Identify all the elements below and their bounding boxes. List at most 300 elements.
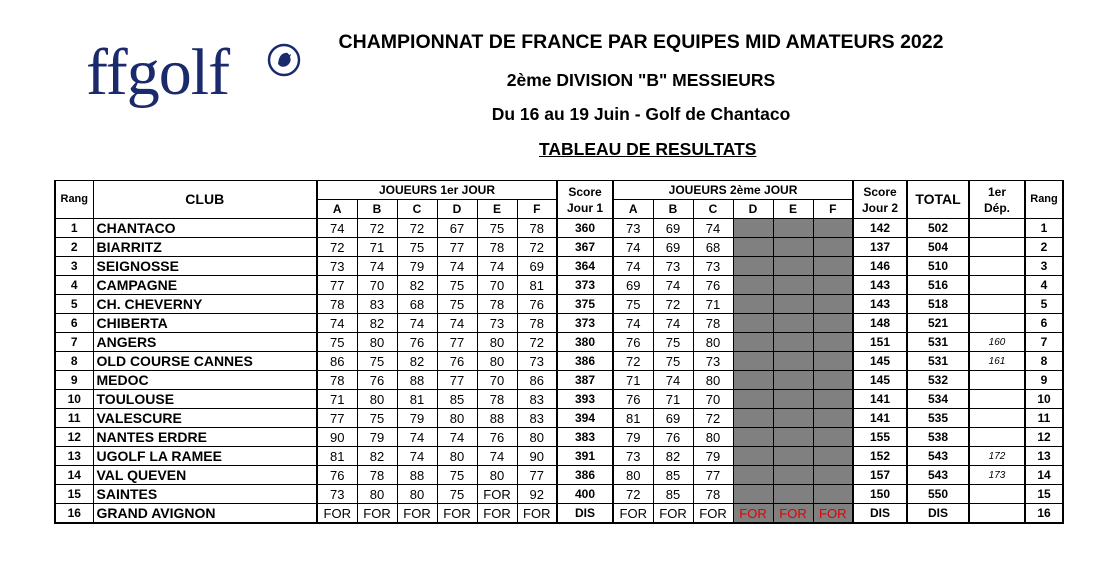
rooster-registered-icon <box>266 42 302 78</box>
tiebreak-cell <box>969 295 1025 314</box>
day1-score-cell: 75 <box>397 238 437 257</box>
header-rang: Rang <box>55 181 93 219</box>
day1-score-cell: 80 <box>477 333 517 352</box>
tiebreak-cell <box>969 409 1025 428</box>
day1-score-cell: 71 <box>317 390 357 409</box>
day1-score-cell: 67 <box>437 219 477 238</box>
rank-cell: 11 <box>55 409 93 428</box>
day1-score-cell: 81 <box>517 276 557 295</box>
rank-cell: 1 <box>55 219 93 238</box>
day1-score-cell: 74 <box>397 447 437 466</box>
day2-score-cell: 72 <box>693 409 733 428</box>
day2-score-cell: 74 <box>653 314 693 333</box>
day1-score-cell: 75 <box>477 219 517 238</box>
day2-score-cell: 78 <box>693 485 733 504</box>
day1-score-cell: 75 <box>437 466 477 485</box>
score-day2-cell: 143 <box>853 276 907 295</box>
score-day2-cell: 150 <box>853 485 907 504</box>
score-day2-cell: 145 <box>853 352 907 371</box>
score-day2-cell: 157 <box>853 466 907 485</box>
day1-score-cell: 75 <box>317 333 357 352</box>
day1-score-cell: 75 <box>437 295 477 314</box>
day1-score-cell: 88 <box>397 371 437 390</box>
table-row <box>55 371 1063 390</box>
day2-empty-cell <box>813 466 853 485</box>
day2-empty-cell <box>773 333 813 352</box>
day2-score-cell: 73 <box>693 352 733 371</box>
header-player-c-day2: C <box>693 200 733 219</box>
club-cell: NANTES ERDRE <box>93 428 317 447</box>
score-day1-cell: 364 <box>557 257 613 276</box>
table-row <box>55 257 1063 276</box>
day2-empty-cell <box>773 257 813 276</box>
day2-score-cell: FOR <box>613 504 653 524</box>
day2-score-cell: FOR <box>653 504 693 524</box>
score-day1-cell: 393 <box>557 390 613 409</box>
day2-empty-cell <box>813 314 853 333</box>
rank-cell: 6 <box>55 314 93 333</box>
table-row <box>55 295 1063 314</box>
day1-score-cell: 85 <box>437 390 477 409</box>
score-day2-cell: 143 <box>853 295 907 314</box>
day2-score-cell: 72 <box>613 485 653 504</box>
day1-score-cell: 80 <box>437 447 477 466</box>
club-cell: SAINTES <box>93 485 317 504</box>
day1-score-cell: 80 <box>357 333 397 352</box>
total-cell: 510 <box>907 257 969 276</box>
total-cell: 518 <box>907 295 969 314</box>
tiebreak-cell <box>969 504 1025 524</box>
total-cell: 532 <box>907 371 969 390</box>
header-player-d: D <box>437 200 477 219</box>
header-score-day1-l1: Score <box>568 184 602 199</box>
results-table <box>54 180 1064 524</box>
day2-empty-cell <box>773 238 813 257</box>
rank-right-cell: 4 <box>1025 276 1063 295</box>
day1-score-cell: 71 <box>357 238 397 257</box>
day1-score-cell: 78 <box>317 295 357 314</box>
day2-score-cell: 74 <box>613 314 653 333</box>
day2-empty-cell <box>773 466 813 485</box>
club-cell: CH. CHEVERNY <box>93 295 317 314</box>
day2-score-cell: 75 <box>653 333 693 352</box>
day1-score-cell: 80 <box>357 485 397 504</box>
day2-empty-cell <box>773 390 813 409</box>
day2-score-cell: 75 <box>613 295 653 314</box>
day1-score-cell: 69 <box>517 257 557 276</box>
day1-score-cell: 77 <box>317 409 357 428</box>
rank-cell: 3 <box>55 257 93 276</box>
day2-score-cell: 75 <box>653 352 693 371</box>
day2-empty-cell <box>773 409 813 428</box>
rank-cell: 5 <box>55 295 93 314</box>
day1-score-cell: 82 <box>357 447 397 466</box>
table-row <box>55 485 1063 504</box>
rank-right-cell: 16 <box>1025 504 1063 524</box>
score-day2-cell: 148 <box>853 314 907 333</box>
day2-score-cell: 68 <box>693 238 733 257</box>
rank-right-cell: 13 <box>1025 447 1063 466</box>
score-day1-cell: 375 <box>557 295 613 314</box>
score-day1-cell: 373 <box>557 314 613 333</box>
day2-empty-cell <box>773 219 813 238</box>
total-cell: 538 <box>907 428 969 447</box>
score-day1-cell: 394 <box>557 409 613 428</box>
header-score-day2-l1: Score <box>863 184 897 199</box>
day1-score-cell: 72 <box>517 333 557 352</box>
day2-empty-cell <box>813 333 853 352</box>
day2-empty-cell <box>733 219 773 238</box>
day2-score-cell: 74 <box>613 257 653 276</box>
day1-score-cell: 70 <box>477 276 517 295</box>
day1-score-cell: 76 <box>517 295 557 314</box>
day1-score-cell: 82 <box>397 276 437 295</box>
day2-score-cell: 81 <box>613 409 653 428</box>
day2-empty-cell <box>733 257 773 276</box>
header-day1: JOUEURS 1er JOUR <box>317 181 557 200</box>
day1-score-cell: 74 <box>357 257 397 276</box>
day2-score-cell: 82 <box>653 447 693 466</box>
day1-score-cell: FOR <box>437 504 477 524</box>
day1-score-cell: 76 <box>357 371 397 390</box>
score-day2-cell: DIS <box>853 504 907 524</box>
day2-empty-cell <box>813 371 853 390</box>
day2-empty-cell <box>813 257 853 276</box>
day2-empty-cell <box>773 485 813 504</box>
table-row <box>55 466 1063 485</box>
table-row <box>55 409 1063 428</box>
day2-empty-cell <box>733 485 773 504</box>
day2-score-cell: 79 <box>613 428 653 447</box>
table-row <box>55 238 1063 257</box>
day2-score-cell: 71 <box>613 371 653 390</box>
header-player-a: A <box>317 200 357 219</box>
table-row <box>55 447 1063 466</box>
table-row <box>55 352 1063 371</box>
club-cell: GRAND AVIGNON <box>93 504 317 524</box>
rank-right-cell: 7 <box>1025 333 1063 352</box>
total-cell: 504 <box>907 238 969 257</box>
club-cell: ANGERS <box>93 333 317 352</box>
day2-empty-cell <box>773 295 813 314</box>
total-cell: 531 <box>907 352 969 371</box>
tiebreak-cell <box>969 428 1025 447</box>
day1-score-cell: FOR <box>317 504 357 524</box>
day1-score-cell: FOR <box>477 485 517 504</box>
day2-empty-cell <box>733 466 773 485</box>
tiebreak-cell: 173 <box>969 466 1025 485</box>
day2-empty-cell <box>733 390 773 409</box>
day1-score-cell: 88 <box>477 409 517 428</box>
day1-score-cell: 80 <box>477 466 517 485</box>
day1-score-cell: 80 <box>437 409 477 428</box>
tiebreak-cell <box>969 390 1025 409</box>
day1-score-cell: 78 <box>357 466 397 485</box>
day1-score-cell: 90 <box>317 428 357 447</box>
rank-right-cell: 2 <box>1025 238 1063 257</box>
logo-text: ffgolf <box>86 36 230 109</box>
day1-score-cell: 82 <box>357 314 397 333</box>
header-player-f-day2: F <box>813 200 853 219</box>
day2-empty-cell <box>733 409 773 428</box>
page-title: CHAMPIONNAT DE FRANCE PAR EQUIPES MID AMATEURS 2022 <box>338 31 944 53</box>
day2-empty-cell <box>773 447 813 466</box>
day1-score-cell: 77 <box>317 276 357 295</box>
score-day1-cell: 373 <box>557 276 613 295</box>
tiebreak-cell <box>969 371 1025 390</box>
day1-score-cell: 70 <box>477 371 517 390</box>
day2-score-cell: 80 <box>693 333 733 352</box>
header-player-f: F <box>517 200 557 219</box>
score-day1-cell: 383 <box>557 428 613 447</box>
day1-score-cell: 86 <box>517 371 557 390</box>
club-cell: CHIBERTA <box>93 314 317 333</box>
day2-score-cell: 73 <box>613 447 653 466</box>
header-score-day1 <box>557 181 613 219</box>
day2-score-cell: 72 <box>653 295 693 314</box>
day2-score-cell: 76 <box>653 428 693 447</box>
table-row <box>55 219 1063 238</box>
day2-score-cell: 74 <box>653 276 693 295</box>
rank-right-cell: 10 <box>1025 390 1063 409</box>
score-day1-cell: 367 <box>557 238 613 257</box>
day1-score-cell: 82 <box>397 352 437 371</box>
rank-right-cell: 5 <box>1025 295 1063 314</box>
day1-score-cell: 80 <box>477 352 517 371</box>
day2-score-cell: 69 <box>653 238 693 257</box>
day2-empty-cell <box>813 409 853 428</box>
header-player-c: C <box>397 200 437 219</box>
day1-score-cell: 79 <box>397 409 437 428</box>
day2-score-cell: FOR <box>813 504 853 524</box>
day1-score-cell: 86 <box>317 352 357 371</box>
day1-score-cell: 70 <box>357 276 397 295</box>
header-total: TOTAL <box>907 181 969 219</box>
day2-empty-cell <box>813 447 853 466</box>
day1-score-cell: 92 <box>517 485 557 504</box>
day2-score-cell: FOR <box>693 504 733 524</box>
day1-score-cell: 81 <box>397 390 437 409</box>
day1-score-cell: 76 <box>317 466 357 485</box>
total-cell: 531 <box>907 333 969 352</box>
day2-score-cell: 69 <box>613 276 653 295</box>
day1-score-cell: 75 <box>437 485 477 504</box>
tiebreak-cell <box>969 219 1025 238</box>
day1-score-cell: 74 <box>477 257 517 276</box>
total-cell: 550 <box>907 485 969 504</box>
day2-score-cell: 79 <box>693 447 733 466</box>
results-subtitle: TABLEAU DE RESULTATS <box>539 139 757 159</box>
day1-score-cell: 78 <box>517 219 557 238</box>
rank-right-cell: 1 <box>1025 219 1063 238</box>
day2-score-cell: 73 <box>693 257 733 276</box>
tiebreak-cell <box>969 485 1025 504</box>
score-day1-cell: 400 <box>557 485 613 504</box>
club-cell: BIARRITZ <box>93 238 317 257</box>
day1-score-cell: 78 <box>477 238 517 257</box>
total-cell: 543 <box>907 447 969 466</box>
total-cell: 534 <box>907 390 969 409</box>
score-day2-cell: 151 <box>853 333 907 352</box>
day1-score-cell: 73 <box>477 314 517 333</box>
day1-score-cell: 80 <box>517 428 557 447</box>
day2-empty-cell <box>813 238 853 257</box>
day2-score-cell: 77 <box>693 466 733 485</box>
day1-score-cell: 72 <box>317 238 357 257</box>
rank-right-cell: 15 <box>1025 485 1063 504</box>
day1-score-cell: 72 <box>357 219 397 238</box>
day1-score-cell: 78 <box>477 390 517 409</box>
day1-score-cell: 77 <box>437 371 477 390</box>
day1-score-cell: 76 <box>437 352 477 371</box>
table-row <box>55 504 1063 524</box>
day1-score-cell: 73 <box>317 485 357 504</box>
score-day2-cell: 141 <box>853 409 907 428</box>
tiebreak-cell <box>969 314 1025 333</box>
day1-score-cell: 68 <box>397 295 437 314</box>
day1-score-cell: 80 <box>357 390 397 409</box>
header-score-day2-l2: Jour 2 <box>861 200 898 215</box>
day1-score-cell: 90 <box>517 447 557 466</box>
day2-empty-cell <box>733 447 773 466</box>
rank-right-cell: 14 <box>1025 466 1063 485</box>
ffgolf-logo <box>86 36 306 135</box>
day2-empty-cell <box>813 390 853 409</box>
club-cell: VAL QUEVEN <box>93 466 317 485</box>
rank-cell: 16 <box>55 504 93 524</box>
day2-empty-cell <box>813 485 853 504</box>
day1-score-cell: 72 <box>397 219 437 238</box>
header-player-a-day2: A <box>613 200 653 219</box>
rank-right-cell: 12 <box>1025 428 1063 447</box>
day1-score-cell: 72 <box>517 238 557 257</box>
day2-empty-cell <box>733 238 773 257</box>
day1-score-cell: 74 <box>437 314 477 333</box>
day2-score-cell: 76 <box>613 390 653 409</box>
day1-score-cell: 78 <box>517 314 557 333</box>
day2-empty-cell <box>733 295 773 314</box>
day1-score-cell: 88 <box>397 466 437 485</box>
score-day1-cell: DIS <box>557 504 613 524</box>
day1-score-cell: 73 <box>517 352 557 371</box>
score-day1-cell: 360 <box>557 219 613 238</box>
score-day1-cell: 387 <box>557 371 613 390</box>
day1-score-cell: 74 <box>397 314 437 333</box>
club-cell: SEIGNOSSE <box>93 257 317 276</box>
day2-score-cell: FOR <box>733 504 773 524</box>
club-cell: TOULOUSE <box>93 390 317 409</box>
club-cell: CAMPAGNE <box>93 276 317 295</box>
rank-right-cell: 6 <box>1025 314 1063 333</box>
header-day2: JOUEURS 2ème JOUR <box>613 181 853 200</box>
score-day1-cell: 386 <box>557 352 613 371</box>
day1-score-cell: 73 <box>317 257 357 276</box>
day2-empty-cell <box>773 276 813 295</box>
day1-score-cell: 79 <box>357 428 397 447</box>
header-player-e-day2: E <box>773 200 813 219</box>
club-cell: UGOLF LA RAMEE <box>93 447 317 466</box>
header-dep <box>969 181 1025 219</box>
day2-score-cell: FOR <box>773 504 813 524</box>
header-dep-l1: 1er <box>987 184 1007 199</box>
day2-score-cell: 74 <box>613 238 653 257</box>
day1-score-cell: 79 <box>397 257 437 276</box>
total-cell: 502 <box>907 219 969 238</box>
day2-score-cell: 72 <box>613 352 653 371</box>
rank-cell: 4 <box>55 276 93 295</box>
total-cell: 521 <box>907 314 969 333</box>
day2-score-cell: 76 <box>613 333 653 352</box>
day1-score-cell: 74 <box>317 219 357 238</box>
total-cell: 543 <box>907 466 969 485</box>
day1-score-cell: 74 <box>437 428 477 447</box>
header-player-b-day2: B <box>653 200 693 219</box>
tiebreak-cell: 160 <box>969 333 1025 352</box>
day1-score-cell: 77 <box>517 466 557 485</box>
day2-empty-cell <box>773 371 813 390</box>
day1-score-cell: 75 <box>437 276 477 295</box>
day2-score-cell: 80 <box>693 428 733 447</box>
table-row <box>55 333 1063 352</box>
score-day2-cell: 145 <box>853 371 907 390</box>
score-day2-cell: 146 <box>853 257 907 276</box>
day2-score-cell: 71 <box>693 295 733 314</box>
tiebreak-cell <box>969 276 1025 295</box>
score-day2-cell: 155 <box>853 428 907 447</box>
day1-score-cell: 74 <box>437 257 477 276</box>
table-row <box>55 276 1063 295</box>
day2-score-cell: 76 <box>693 276 733 295</box>
day1-score-cell: 74 <box>477 447 517 466</box>
day1-score-cell: FOR <box>517 504 557 524</box>
header-score-day2 <box>853 181 907 219</box>
rank-cell: 12 <box>55 428 93 447</box>
rank-right-cell: 9 <box>1025 371 1063 390</box>
score-day1-cell: 386 <box>557 466 613 485</box>
day2-score-cell: 73 <box>653 257 693 276</box>
day1-score-cell: 80 <box>397 485 437 504</box>
day2-empty-cell <box>733 371 773 390</box>
score-day2-cell: 141 <box>853 390 907 409</box>
rank-cell: 14 <box>55 466 93 485</box>
day2-empty-cell <box>733 276 773 295</box>
day2-empty-cell <box>773 428 813 447</box>
division-title: 2ème DIVISION "B" MESSIEURS <box>506 70 776 90</box>
day1-score-cell: 77 <box>437 333 477 352</box>
tiebreak-cell <box>969 238 1025 257</box>
header-player-b: B <box>357 200 397 219</box>
header-score-day1-l2: Jour 1 <box>566 200 603 215</box>
score-day2-cell: 152 <box>853 447 907 466</box>
club-cell: MEDOC <box>93 371 317 390</box>
day1-score-cell: 77 <box>437 238 477 257</box>
day1-score-cell: 75 <box>357 409 397 428</box>
rank-cell: 2 <box>55 238 93 257</box>
tiebreak-cell: 161 <box>969 352 1025 371</box>
rank-cell: 15 <box>55 485 93 504</box>
header-club: CLUB <box>93 181 317 219</box>
table-row <box>55 428 1063 447</box>
rank-right-cell: 8 <box>1025 352 1063 371</box>
day2-score-cell: 73 <box>613 219 653 238</box>
score-day1-cell: 391 <box>557 447 613 466</box>
header-player-d-day2: D <box>733 200 773 219</box>
club-cell: CHANTACO <box>93 219 317 238</box>
header-player-e: E <box>477 200 517 219</box>
day1-score-cell: 76 <box>477 428 517 447</box>
rank-right-cell: 11 <box>1025 409 1063 428</box>
score-day1-cell: 380 <box>557 333 613 352</box>
